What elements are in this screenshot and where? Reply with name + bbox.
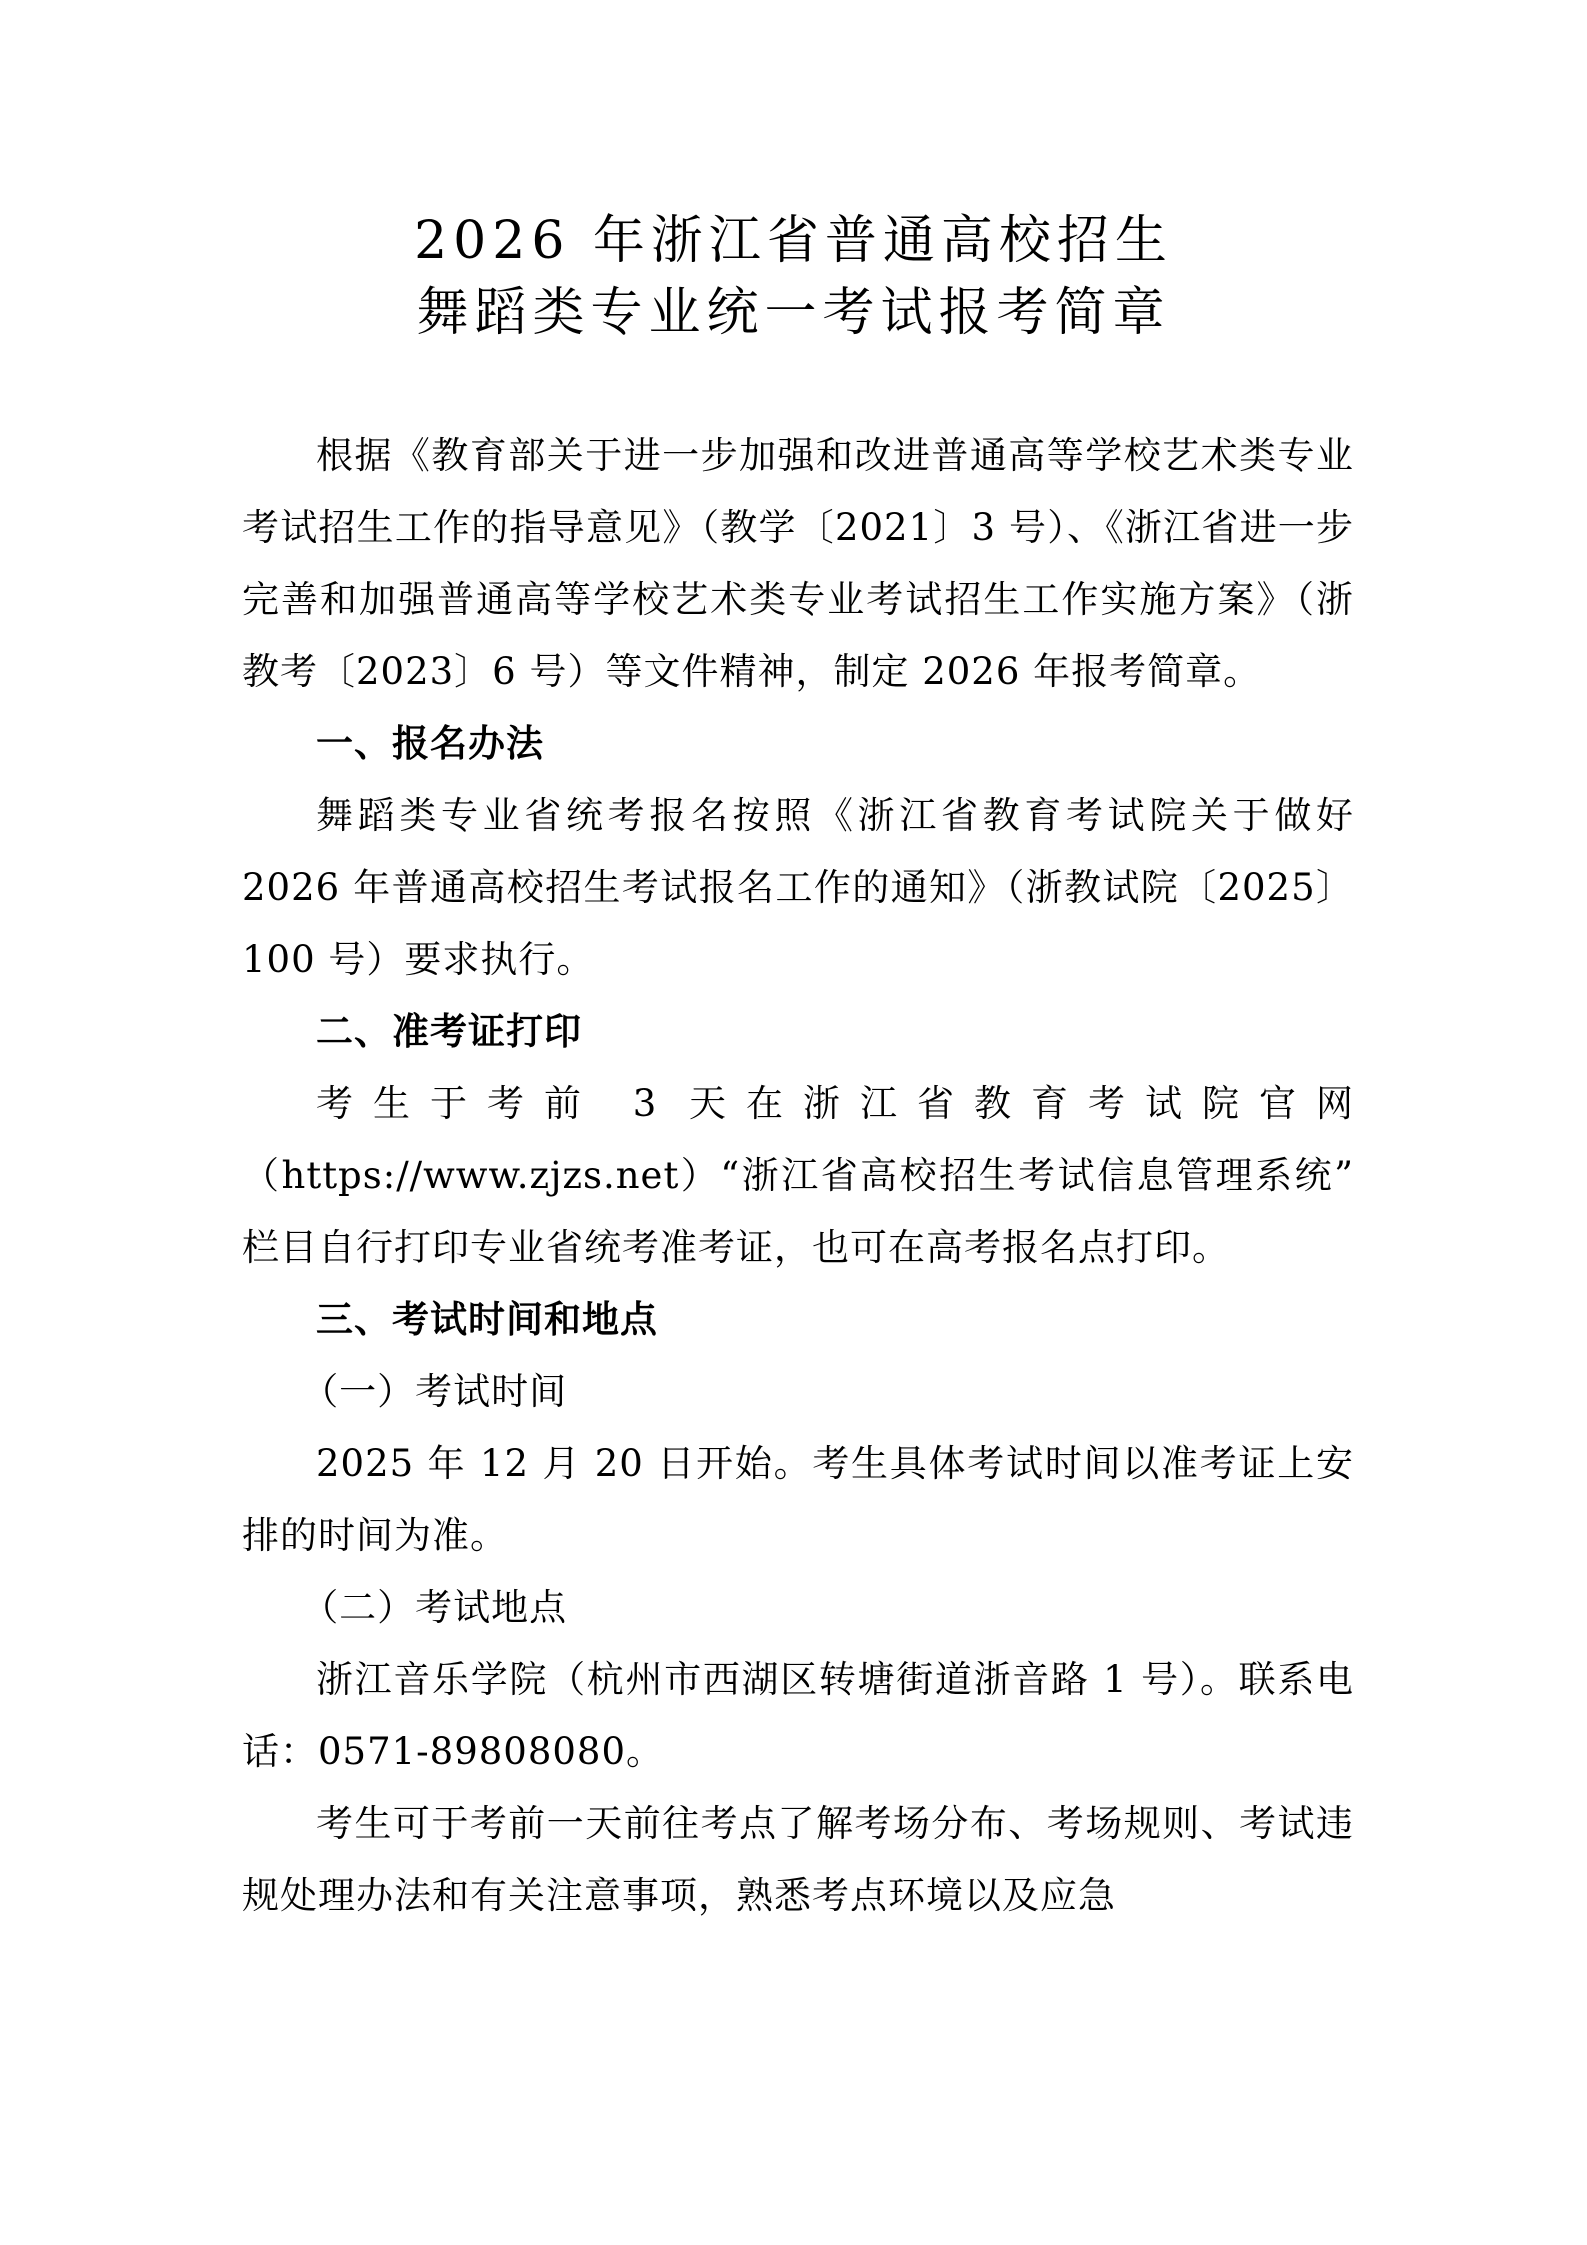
admission-ticket-paragraph <box>242 1068 1354 1284</box>
section-heading-admission-ticket: 二、准考证打印 <box>316 1010 582 1053</box>
registration-paragraph: 舞蹈类专业省统考报名按照《浙江省教育考试院关于做好 2026 年普通高校招生考试报名工作的通知》（浙教试院〔2025〕100 号）要求执行。 <box>242 794 1354 981</box>
document-body <box>242 420 1354 1932</box>
section-heading-time-place: 三、考试时间和地点 <box>316 1298 658 1341</box>
document-title-line-1: 2026 年浙江省普通高校招生 <box>414 211 1173 271</box>
admission-ticket-line-2: （https://www.zjzs.net）“浙江省高校招生考试信息管理系统” <box>242 1154 1354 1197</box>
subheading-exam-place: （二）考试地点 <box>301 1586 568 1629</box>
admission-ticket-line-1: 考生于考前 3 天在浙江省教育考试院官网 <box>316 1082 1354 1125</box>
section-heading-registration: 一、报名办法 <box>316 722 544 765</box>
exam-place-paragraph: 浙江音乐学院（杭州市西湖区转塘街道浙音路 1 号）。联系电话：0571-89808080。 <box>242 1658 1354 1773</box>
subheading-exam-time: （一）考试时间 <box>301 1370 568 1413</box>
intro-paragraph: 根据《教育部关于进一步加强和改进普通高等学校艺术类专业考试招生工作的指导意见》（教学〔2021〕3 号）、《浙江省进一步完善和加强普通高等学校艺术类专业考试招生工作实施方案》（浙教考〔2023〕6 号）等文件精神，制定 2026 年报考简章。 <box>242 434 1354 693</box>
admission-ticket-line-3: 栏目自行打印专业省统考准考证，也可在高考报名点打印。 <box>242 1226 1230 1269</box>
document-title-line-2: 舞蹈类专业统一考试报考简章 <box>416 283 1171 343</box>
exam-notice-paragraph: 考生可于考前一天前往考点了解考场分布、考场规则、考试违规处理办法和有关注意事项，熟悉考点环境以及应急 <box>242 1802 1354 1917</box>
exam-time-paragraph: 2025 年 12 月 20 日开始。考生具体考试时间以准考证上安排的时间为准。 <box>242 1442 1354 1557</box>
